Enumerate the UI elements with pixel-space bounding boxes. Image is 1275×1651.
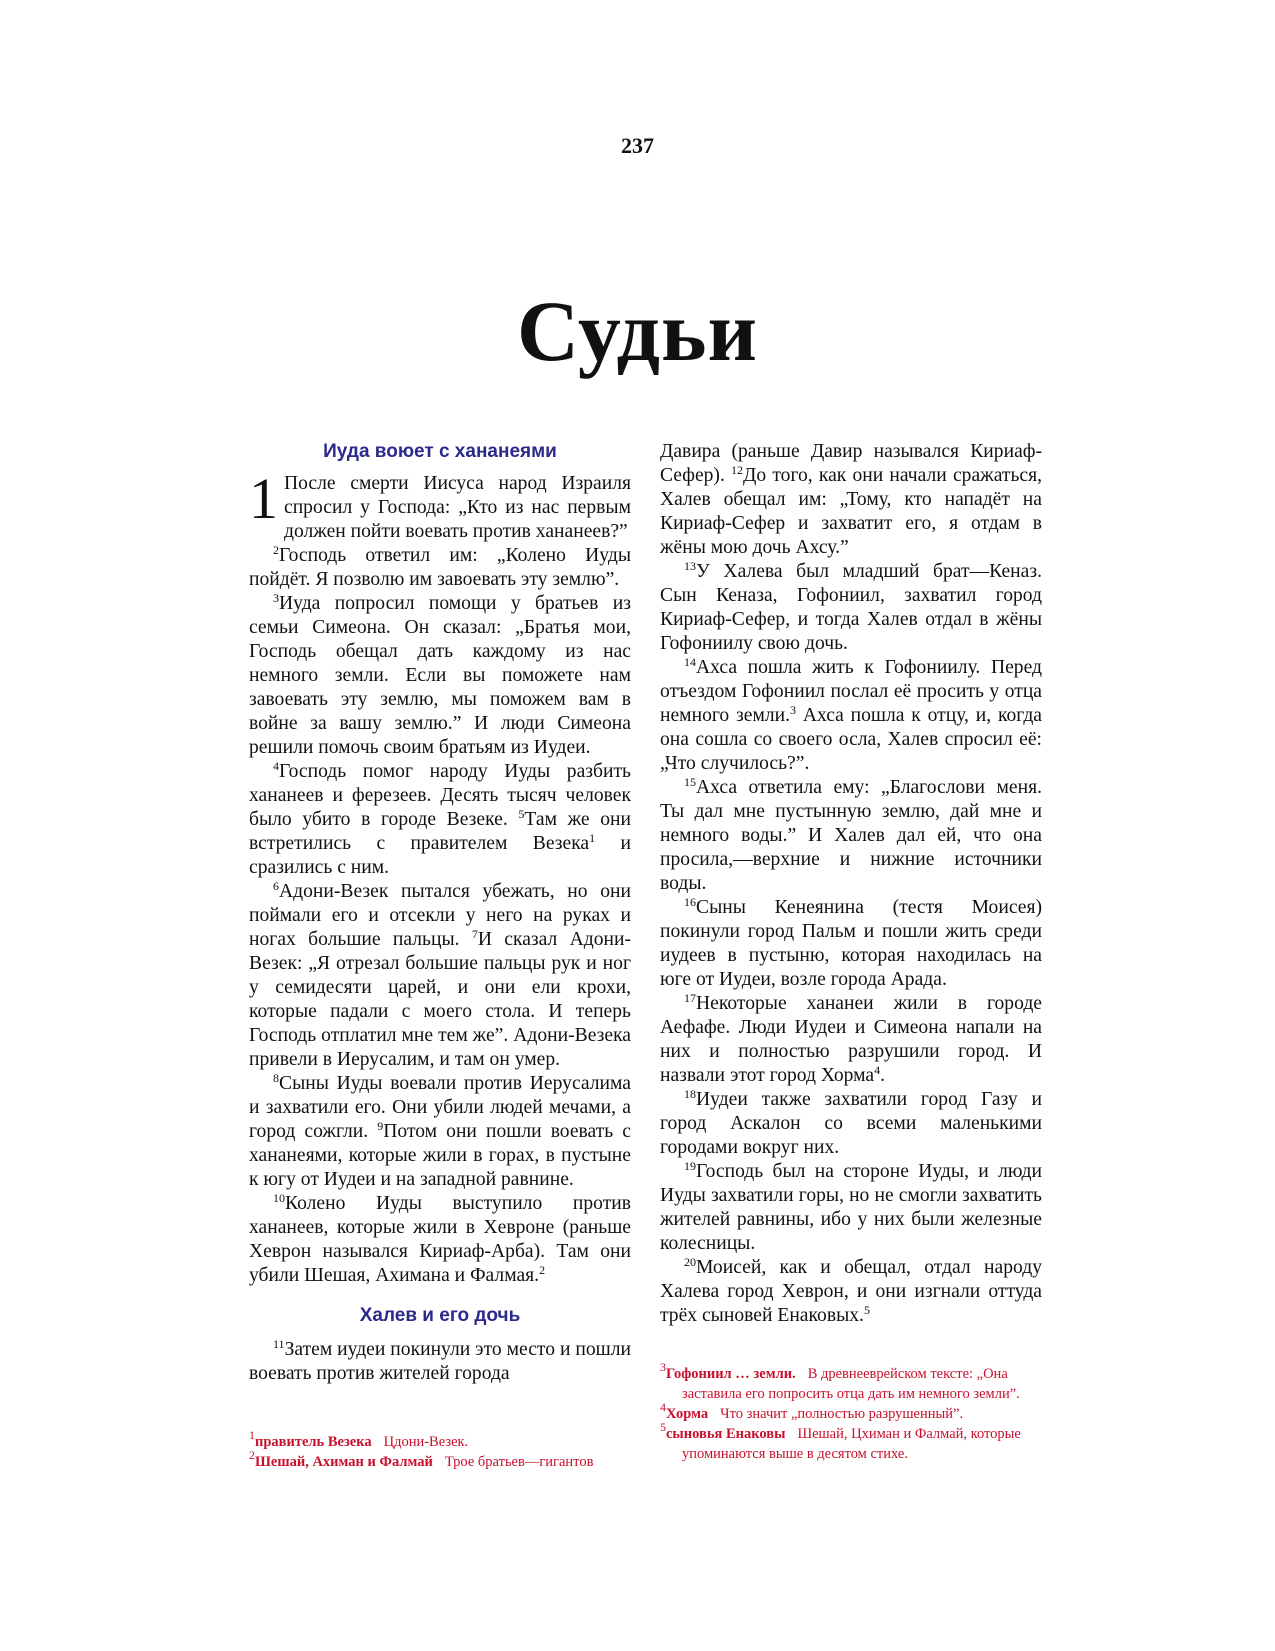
footnote-number: 5 bbox=[660, 1420, 666, 1434]
verse-20 bbox=[660, 1256, 1042, 1328]
verse-text: Иудеи также захватили город Газу и город Аскалон со всеми маленькими городами вокруг них. bbox=[660, 1089, 1042, 1158]
verse-1 bbox=[249, 466, 631, 544]
verse-text: У Халева был младший брат—Кеназ. Сын Кеназа, Гофониил, захватил город Кириаф-Сефер, и тогда Халев отдал в жёны Гофониилу свою дочь. bbox=[660, 561, 1042, 654]
footnote-3 bbox=[660, 1360, 1060, 1404]
verse-text: Господь ответил им: „Колено Иуды пойдёт. Я позволю им завоевать эту землю”. bbox=[249, 545, 631, 590]
verse-10 bbox=[249, 1192, 631, 1288]
verse-11-12 bbox=[660, 440, 1042, 560]
verse-number: 16 bbox=[684, 895, 696, 909]
footnote-number: 1 bbox=[249, 1428, 255, 1442]
verse-number: 8 bbox=[273, 1071, 279, 1085]
verse-number: 3 bbox=[273, 591, 279, 605]
footnote-mark[interactable]: 3 bbox=[790, 703, 797, 717]
verse-text: И сказал Адони-Везек: „Я отрезал большие пальцы рук и ног у семидесяти царей, и они ели крохи, которые падали с моего стола. И теперь Господь отплатил мне тем же”. Адони-Везека привели в Иерусалим, и там он умер. bbox=[249, 929, 631, 1070]
verse-2 bbox=[249, 544, 631, 592]
footnotes-right bbox=[660, 1360, 1060, 1464]
verse-1-text: После смерти Иисуса народ Израиля спросил у Господа: „Кто из нас первым должен пойти воевать против хананеев?” bbox=[284, 473, 631, 542]
footnote-term: Гофониил … земли. bbox=[666, 1366, 796, 1382]
footnote-term: Хорма bbox=[666, 1406, 709, 1422]
verse-text: Затем иудеи покинули это место и пошли воевать против жителей города bbox=[249, 1339, 631, 1384]
verse-text: Ахса пошла к отцу, и, когда она сошла со своего осла, Халев спросил её: „Что случилось?”. bbox=[660, 705, 1042, 774]
verse-11 bbox=[249, 1338, 631, 1386]
footnote-term: Шешай, Ахиман и Фалмай bbox=[255, 1454, 433, 1470]
verse-text: Некоторые хананеи жили в городе Аефафе. Люди Иудеи и Симеона напали на них и полностью разрушили город. И назвали этот город Хорма bbox=[660, 993, 1042, 1086]
verse-4-5 bbox=[249, 760, 631, 880]
footnote-text: В древнееврейском тексте: „Она заставила его попросить отца дать им немного земли”. bbox=[682, 1366, 1020, 1402]
section-heading-caleb-daughter: Халев и его дочь bbox=[359, 1305, 521, 1326]
verse-number: 4 bbox=[273, 759, 279, 773]
verse-text: Сыны Кенеянина (тестя Моисея) покинули город Пальм и пошли жить среди иудеев в пустыню, которая находилась на юге от Иудеи, возле города Арада. bbox=[660, 897, 1042, 990]
verse-number: 19 bbox=[684, 1159, 696, 1173]
verse-text: Моисей, как и обещал, отдал народу Халева город Хеврон, и они изгнали оттуда трёх сыновей Енаковых. bbox=[660, 1257, 1042, 1326]
footnote-4 bbox=[660, 1400, 1060, 1424]
verse-text: Ахса пошла жить к Гофониилу. Перед отъездом Гофониил послал её просить у отца немного земли. bbox=[660, 657, 1042, 726]
left-column bbox=[249, 440, 631, 1386]
verse-text: Господь был на стороне Иуды, и люди Иуды захватили горы, но не смогли захватить жителей равнины, ибо у них были железные колесницы. bbox=[660, 1161, 1042, 1254]
verse-6-7 bbox=[249, 880, 631, 1072]
book-title: Судьи bbox=[516, 283, 759, 379]
verse-number: 5 bbox=[518, 807, 525, 821]
verse-number: 12 bbox=[731, 463, 744, 477]
verse-number: 11 bbox=[273, 1337, 285, 1351]
footnote-term: правитель Везека bbox=[255, 1434, 372, 1450]
footnote-text: Что значит „полностью разрушенный”. bbox=[720, 1406, 964, 1422]
verse-15 bbox=[660, 776, 1042, 896]
footnote-mark[interactable]: 4 bbox=[874, 1063, 881, 1077]
footnote-text: Шешай, Цхиман и Фалмай, которые упоминаются выше в десятом стихе. bbox=[682, 1426, 1021, 1462]
footnote-text: Трое братьев—гигантов bbox=[444, 1454, 594, 1470]
verse-3 bbox=[249, 592, 631, 760]
verse-text: Там же они встретились с правителем Везека bbox=[249, 809, 631, 854]
footnote-term: сыновья Енаковы bbox=[666, 1426, 786, 1442]
footnote-mark[interactable]: 5 bbox=[863, 1303, 870, 1317]
verse-text: Сыны Иуды воевали против Иерусалима и захватили его. Они убили людей мечами, а город сожгли. bbox=[249, 1073, 631, 1142]
footnote-number: 2 bbox=[249, 1448, 255, 1462]
verse-17 bbox=[660, 992, 1042, 1088]
verse-number: 9 bbox=[377, 1119, 384, 1133]
footnote-mark[interactable]: 2 bbox=[539, 1263, 546, 1277]
verse-number: 10 bbox=[273, 1191, 285, 1205]
verse-text: Господь помог народу Иуды разбить хананеев и ферезеев. Десять тысяч человек было убито в городе Везеке. bbox=[249, 761, 631, 830]
section-heading-judah-war: Иуда воюет с хананеями bbox=[323, 441, 557, 462]
verse-number: 17 bbox=[684, 991, 696, 1005]
verse-text: Ахса ответила ему: „Благослови меня. Ты дал мне пустынную землю, дай мне и немного воды.” И Халев дал ей, что она просила,—верхние и нижние источники воды. bbox=[660, 777, 1042, 894]
verse-number: 15 bbox=[684, 775, 696, 789]
footnotes-left bbox=[249, 1428, 649, 1472]
verse-14 bbox=[660, 656, 1042, 776]
verse-18 bbox=[660, 1088, 1042, 1160]
verse-19 bbox=[660, 1160, 1042, 1256]
verse-number: 20 bbox=[684, 1255, 696, 1269]
right-column bbox=[660, 440, 1042, 1328]
page-number: 237 bbox=[621, 133, 654, 158]
chapter-number: 1 bbox=[249, 466, 278, 531]
verse-text: . bbox=[880, 1065, 885, 1086]
footnote-number: 3 bbox=[660, 1360, 666, 1374]
footnote-number: 4 bbox=[660, 1400, 666, 1414]
footnote-1 bbox=[249, 1428, 649, 1452]
verse-text: Иуда попросил помощи у братьев из семьи Симеона. Он сказал: „Братья мои, Господь обещал дать каждому из нас немного земли. Если вы поможете нам завоевать эту землю, мы поможем вам в войне за вашу землю.” И люди Симеона решили помочь своим братьям из Иудеи. bbox=[249, 593, 631, 758]
footnote-2 bbox=[249, 1448, 649, 1472]
verse-number: 2 bbox=[273, 543, 279, 557]
verse-text: и сразились с ним. bbox=[249, 833, 631, 878]
footnote-text: Цдони-Везек. bbox=[383, 1434, 469, 1450]
verse-text: До того, как они начали сражаться, Халев обещал им: „Тому, кто нападёт на Кириаф-Сефер и захватит его, я отдам в жёны мою дочь Ахсу.” bbox=[660, 465, 1042, 558]
verse-16 bbox=[660, 896, 1042, 992]
footnote-mark[interactable]: 1 bbox=[589, 831, 596, 845]
verse-number: 14 bbox=[684, 655, 696, 669]
verse-number: 13 bbox=[684, 559, 696, 573]
verse-number: 18 bbox=[684, 1087, 696, 1101]
verse-13 bbox=[660, 560, 1042, 656]
verse-number: 7 bbox=[471, 927, 478, 941]
verse-number: 6 bbox=[273, 879, 279, 893]
verse-text: Адони-Везек пытался убежать, но они поймали его и отсекли у него на руках и ногах большие пальцы. bbox=[249, 881, 631, 950]
verse-8-9 bbox=[249, 1072, 631, 1192]
verse-text: Давира (раньше Давир назывался Кириаф-Сефер). bbox=[660, 441, 1042, 486]
verse-text: Потом они пошли воевать с хананеями, которые жили в горах, в пустыне к югу от Иудеи и на западной равнине. bbox=[249, 1121, 631, 1190]
verse-text: Колено Иуды выступило против хананеев, которые жили в Хевроне (раньше Хеврон назывался Кириаф-Арба). Там они убили Шешая, Ахимана и Фалмая. bbox=[249, 1193, 631, 1286]
footnote-5 bbox=[660, 1420, 1060, 1464]
